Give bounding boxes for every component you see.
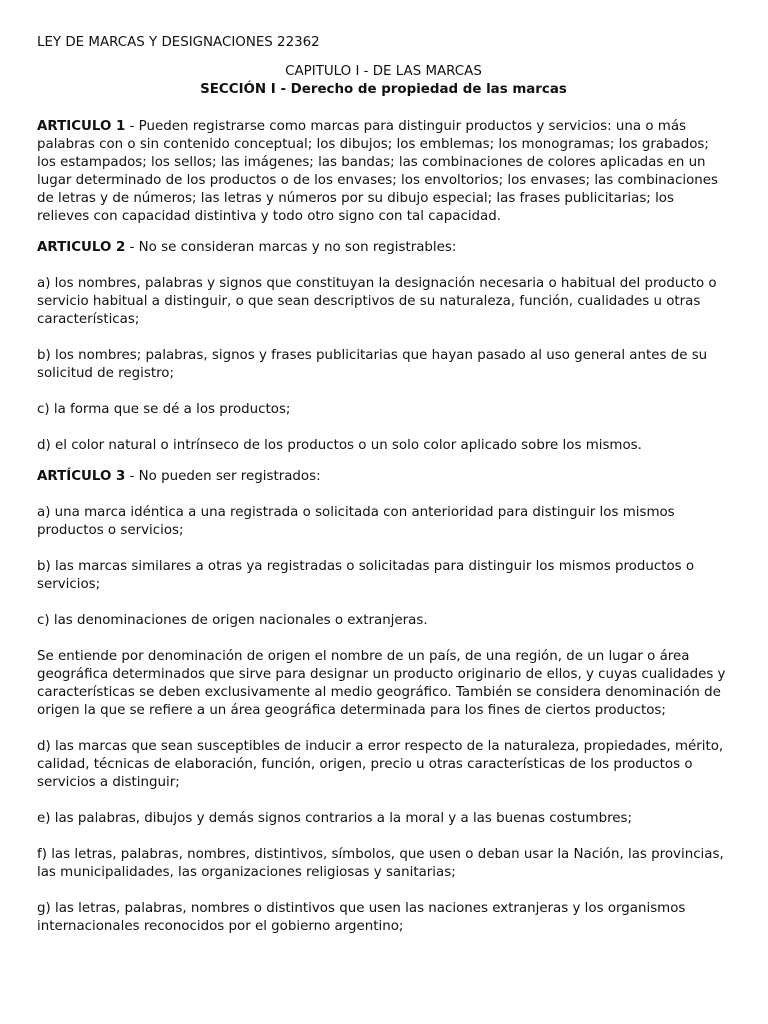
article-label: ARTICULO 2 [37, 240, 126, 255]
article-2-item-d: d) el color natural o intrínseco de los productos o un solo color aplicado sobre los mismos. [37, 438, 642, 453]
article-2-item-c: c) la forma que se dé a los productos; [37, 402, 291, 417]
article-label: ARTICULO 1 [37, 119, 126, 134]
origin-definition-paragraph: Se entiende por denominación de origen el nombre de un país, de una región, de un lugar o área geográfica determinados que sirve para designar un producto originario de ellos, y cuyas cualidades y características se deben exclusivamente al medio geográfico. También se considera denominación de origen la que se refiere a un área geográfica determinada para los fines de ciertos productos; [37, 649, 726, 718]
chapter-heading: CAPITULO I - DE LAS MARCAS [285, 64, 482, 79]
article-text: - No pueden ser registrados: [125, 469, 321, 484]
article-3-item-f: f) las letras, palabras, nombres, distintivos, símbolos, que usen o deban usar la Nación, las provincias, las municipalidades, las organizaciones religiosas y sanitarias; [37, 847, 724, 880]
article-3 [37, 468, 730, 486]
section-label: SECCIÓN I [200, 82, 276, 97]
article-text: - Pueden registrarse como marcas para distinguir productos y servicios: una o más palabras con o sin contenido conceptual; los dibujos; los emblemas; los monogramas; los grabados; los estampados; los sellos; las imágenes; las bandas; las combinaciones de colores aplicadas en un lugar determinado de los productos o de los envases; los envoltorios; los envases; las combinaciones de letras y de números; las letras y números por su dibujo especial; las frases publicitarias; los relieves con capacidad distintiva y todo otro signo con tal capacidad. [37, 119, 718, 224]
section-heading [37, 81, 730, 99]
article-2 [37, 239, 730, 257]
article-text: - No se consideran marcas y no son registrables: [125, 240, 457, 255]
article-3-item-b: b) las marcas similares a otras ya registradas o solicitadas para distinguir los mismos productos o servicios; [37, 559, 695, 592]
article-3-item-d: d) las marcas que sean susceptibles de inducir a error respecto de la naturaleza, propiedades, mérito, calidad, técnicas de elaboración, función, origen, precio u otras características de los productos o servicios a distinguir; [37, 739, 724, 790]
article-2-item-a: a) los nombres, palabras y signos que constituyan la designación necesaria o habitual del producto o servicio habitual a distinguir, o que sean descriptivos de su naturaleza, función, cualidades u otras características; [37, 276, 717, 327]
article-3-item-g: g) las letras, palabras, nombres o distintivos que usen las naciones extranjeras y los organismos internacionales reconocidos por el gobierno argentino; [37, 901, 686, 934]
section-title: - Derecho de propiedad de las marcas [275, 82, 567, 97]
article-2-item-b: b) los nombres; palabras, signos y frases publicitarias que hayan pasado al uso general antes de su solicitud de registro; [37, 348, 708, 381]
article-3-item-a: a) una marca idéntica a una registrada o solicitada con anterioridad para distinguir los mismos productos o servicios; [37, 505, 675, 538]
document-title: LEY DE MARCAS Y DESIGNACIONES 22362 [37, 35, 320, 50]
article-1 [37, 118, 730, 226]
article-label: ARTÍCULO 3 [37, 469, 126, 484]
article-3-item-e: e) las palabras, dibujos y demás signos contrarios a la moral y a las buenas costumbres; [37, 811, 633, 826]
article-3-item-c: c) las denominaciones de origen nacionales o extranjeras. [37, 613, 428, 628]
